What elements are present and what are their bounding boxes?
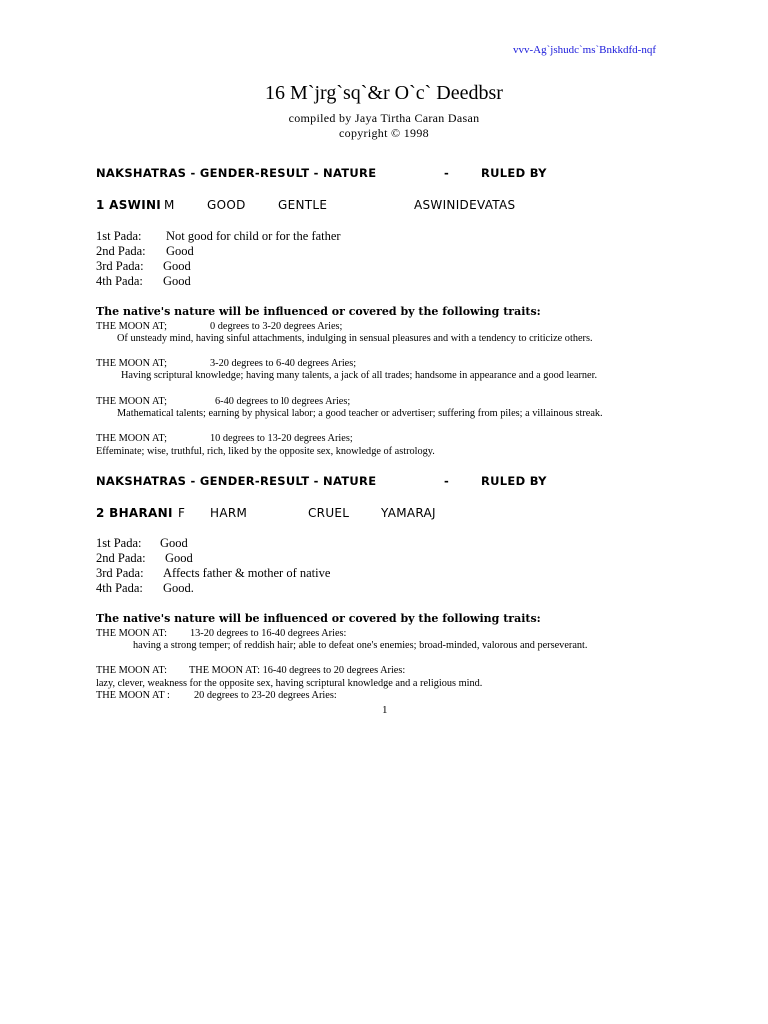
pada-label: 4th Pada:	[96, 581, 143, 595]
pada-value: Not good for child or for the father	[166, 229, 341, 243]
compiled-by: compiled by Jaya Tirtha Caran Dasan	[288, 111, 480, 125]
moon-description: having a strong temper; of reddish hair; able to defeat one's enemies; broad-minded, valorous and perseverant.	[133, 640, 588, 651]
traits-heading: The native's nature will be influenced or covered by the following traits:	[96, 612, 541, 625]
nakshatra-result: HARM	[210, 506, 248, 520]
moon-range: 10 degrees to 13-20 degrees Aries;	[210, 433, 353, 444]
document-title: 16 M`jrg`sq`&r O`c` Deedbsr	[265, 82, 503, 104]
pada-label: 4th Pada:	[96, 274, 143, 288]
nakshatra-ruler: ASWINIDEVATAS	[414, 198, 516, 212]
moon-range: 6-40 degrees to l0 degrees Aries;	[215, 396, 351, 407]
moon-label: THE MOON AT;	[96, 433, 167, 444]
nakshatra-ruler: YAMARAJ	[381, 506, 436, 520]
pada-label: 1st Pada:	[96, 536, 142, 550]
section-header-ruled-by: RULED BY	[481, 166, 547, 180]
nakshatra-name: 2 BHARANI	[96, 506, 173, 520]
pada-label: 1st Pada:	[96, 229, 142, 243]
moon-description: lazy, clever, weakness for the opposite sex, having scriptural knowledge and a religious mind.	[96, 678, 483, 689]
moon-description: Having scriptural knowledge; having many talents, a jack of all trades; handsome in appearance and a good learner.	[121, 370, 598, 381]
pada-value: Good	[163, 274, 191, 288]
moon-description: Effeminate; wise, truthful, rich, liked by the opposite sex, knowledge of astrology.	[96, 446, 435, 457]
section-header-label: NAKSHATRAS - GENDER-RESULT - NATURE	[96, 166, 377, 180]
nakshatra-name: 1 ASWINI	[96, 198, 162, 212]
copyright: copyright © 1998	[339, 126, 429, 140]
moon-label: THE MOON AT;	[96, 396, 167, 407]
moon-label: THE MOON AT;	[96, 321, 167, 332]
pada-label: 3rd Pada:	[96, 566, 144, 580]
section-header-ruled-by: RULED BY	[481, 474, 547, 488]
pada-value: Good.	[163, 581, 194, 595]
traits-heading: The native's nature will be influenced or covered by the following traits:	[96, 305, 541, 318]
moon-label: THE MOON AT:	[96, 628, 167, 639]
pada-value: Affects father & mother of native	[163, 566, 331, 580]
moon-label: THE MOON AT:	[96, 665, 167, 676]
nakshatra-gender: F	[178, 506, 186, 520]
pada-label: 2nd Pada:	[96, 551, 146, 565]
nakshatra-result: GOOD	[207, 198, 246, 212]
moon-description: Of unsteady mind, having sinful attachments, indulging in sensual pleasures and with a tendency to criticize others.	[117, 333, 593, 344]
section-header-dash: -	[444, 166, 450, 180]
nakshatra-gender: M	[164, 198, 175, 212]
pada-value: Good	[166, 244, 194, 258]
pada-label: 3rd Pada:	[96, 259, 144, 273]
page-number: 1	[382, 704, 388, 716]
pada-value: Good	[163, 259, 191, 273]
moon-range: 3-20 degrees to 6-40 degrees Aries;	[210, 358, 357, 369]
nakshatra-nature: GENTLE	[278, 198, 328, 212]
pada-value: Good	[165, 551, 193, 565]
moon-range: THE MOON AT: 16-40 degrees to 20 degrees Aries:	[189, 665, 406, 676]
moon-range: 20 degrees to 23-20 degrees Aries:	[194, 690, 337, 701]
pada-label: 2nd Pada:	[96, 244, 146, 258]
nakshatra-nature: CRUEL	[308, 506, 350, 520]
moon-label: THE MOON AT :	[96, 690, 170, 701]
moon-description: Mathematical talents; earning by physical labor; a good teacher or advertiser; suffering from piles; a villainous streak.	[117, 408, 603, 419]
site-link[interactable]: vvv-Ag`jshudc`ms`Bnkkdfd-nqf	[513, 44, 656, 56]
section-header-dash: -	[444, 474, 450, 488]
moon-range: 0 degrees to 3-20 degrees Aries;	[210, 321, 343, 332]
moon-label: THE MOON AT;	[96, 358, 167, 369]
moon-range: 13-20 degrees to 16-40 degrees Aries:	[190, 628, 347, 639]
pada-value: Good	[160, 536, 188, 550]
section-header-label: NAKSHATRAS - GENDER-RESULT - NATURE	[96, 474, 377, 488]
